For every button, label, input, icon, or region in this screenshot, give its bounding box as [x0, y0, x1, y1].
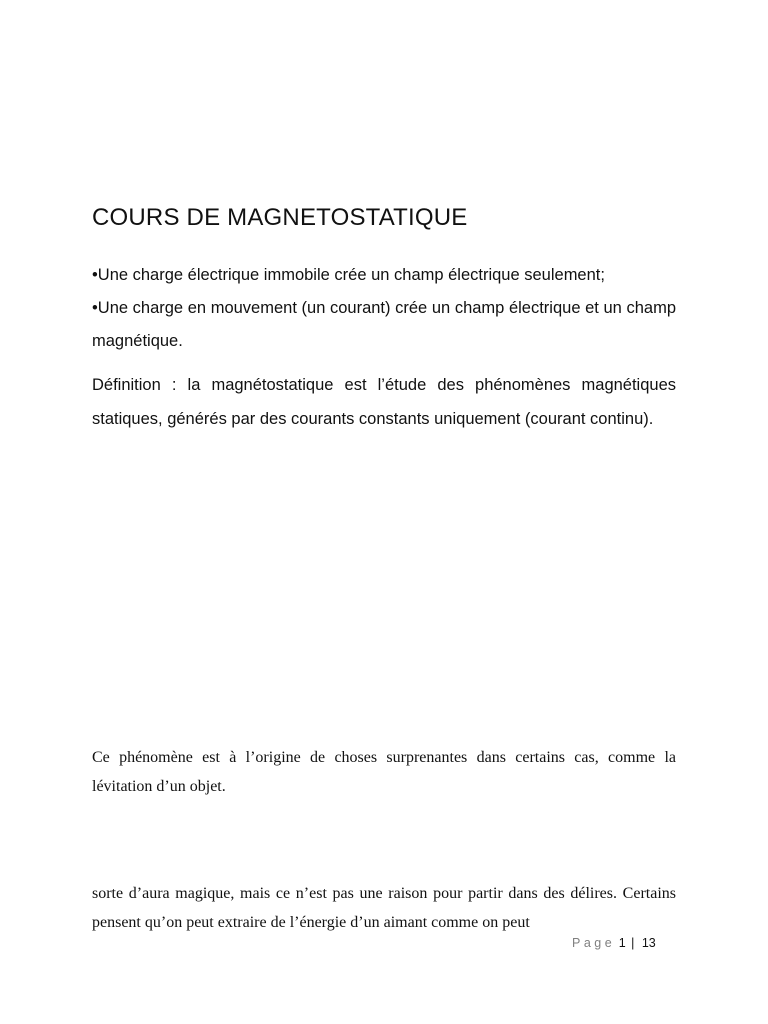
- current-page-number: 1: [618, 936, 626, 950]
- body-paragraph: Ce phénomène est à l’origine de choses surprenantes dans certains cas, comme la lévitation d’un objet.: [92, 749, 676, 795]
- page-title: COURS DE MAGNETOSTATIQUE: [92, 204, 468, 231]
- definition-paragraph: Définition : la magnétostatique est l’étude des phénomènes magnétiques statiques, générés par des courants constants uniquement (courant continu).: [92, 376, 676, 428]
- bullet-item: •Une charge en mouvement (un courant) crée un champ électrique et un champ magnétique.: [92, 299, 676, 350]
- page-footer: [572, 936, 656, 950]
- body-paragraph: sorte d’aura magique, mais ce n’est pas une raison pour partir dans des délires. Certains pensent qu’on peut extraire de l’énergie d’un aimant comme on peut: [92, 885, 676, 931]
- bullet-item: •Une charge électrique immobile crée un champ électrique seulement;: [92, 266, 605, 284]
- bullet-list: [92, 259, 676, 358]
- page-separator: |: [631, 936, 635, 950]
- total-pages-number: 13: [641, 936, 656, 950]
- page-label: Page: [572, 936, 616, 950]
